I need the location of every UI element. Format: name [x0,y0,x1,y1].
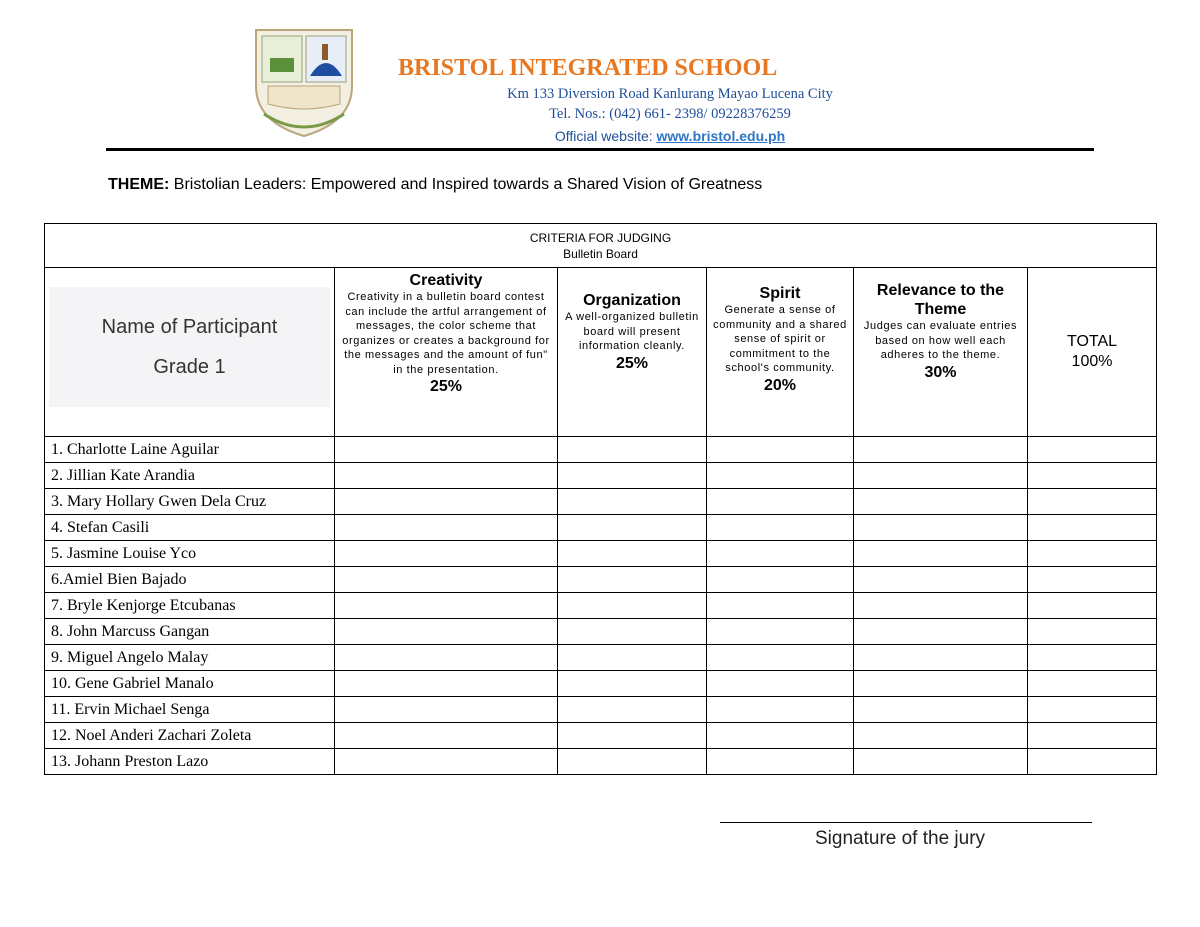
criterion-title: Relevance to the Theme [876,282,1005,318]
participant-name: 11. Ervin Michael Senga [45,697,335,723]
criterion-title: Organization [583,292,681,309]
criterion-creativity [335,268,558,437]
score-organization-cell[interactable] [558,619,707,645]
name-header-cell [45,268,335,437]
score-total-cell[interactable] [1028,749,1157,775]
signature-line [720,822,1092,823]
score-organization-cell[interactable] [558,541,707,567]
score-total-cell[interactable] [1028,723,1157,749]
score-relevance-cell[interactable] [854,437,1028,463]
participant-name: 2. Jillian Kate Arandia [45,463,335,489]
school-telephone: Tel. Nos.: (042) 661- 2398/ 09228376259 [549,106,791,122]
score-creativity-cell[interactable] [335,567,558,593]
score-total-cell[interactable] [1028,671,1157,697]
participant-name: 4. Stefan Casili [45,515,335,541]
score-organization-cell[interactable] [558,749,707,775]
score-relevance-cell[interactable] [854,619,1028,645]
criterion-description: Generate a sense of community and a shared sense of spirit or commitment to the school's community. [713,304,847,374]
participant-name: 7. Bryle Kenjorge Etcubanas [45,593,335,619]
criterion-percent: 25% [429,378,463,395]
score-relevance-cell[interactable] [854,645,1028,671]
criterion-organization [558,268,707,437]
table-row [45,645,1157,671]
score-spirit-cell[interactable] [707,541,854,567]
score-relevance-cell[interactable] [854,463,1028,489]
score-spirit-cell[interactable] [707,489,854,515]
school-address: Km 133 Diversion Road Kanlurang Mayao Lucena City [507,86,833,102]
score-relevance-cell[interactable] [854,723,1028,749]
score-organization-cell[interactable] [558,723,707,749]
name-header-label: Name of Participant [101,316,278,338]
score-spirit-cell[interactable] [707,723,854,749]
total-percent: 100% [1071,353,1113,370]
header-divider [106,148,1094,151]
score-total-cell[interactable] [1028,567,1157,593]
theme-label: THEME: [108,176,170,193]
score-creativity-cell[interactable] [335,749,558,775]
score-creativity-cell[interactable] [335,671,558,697]
score-relevance-cell[interactable] [854,489,1028,515]
score-relevance-cell[interactable] [854,697,1028,723]
website-label: Official website: [554,128,657,144]
criterion-title: Spirit [759,285,801,302]
school-logo [250,24,358,140]
table-row [45,515,1157,541]
score-organization-cell[interactable] [558,489,707,515]
table-row [45,567,1157,593]
score-total-cell[interactable] [1028,645,1157,671]
score-relevance-cell[interactable] [854,567,1028,593]
signature-label: Signature of the jury [815,828,986,849]
score-spirit-cell[interactable] [707,463,854,489]
score-relevance-cell[interactable] [854,749,1028,775]
score-spirit-cell[interactable] [707,619,854,645]
score-spirit-cell[interactable] [707,437,854,463]
criterion-percent: 30% [924,363,957,381]
table-row [45,463,1157,489]
website-link[interactable]: www.bristol.edu.ph [656,128,786,144]
table-row [45,437,1157,463]
participant-name: 6.Amiel Bien Bajado [45,567,335,593]
score-spirit-cell[interactable] [707,515,854,541]
score-creativity-cell[interactable] [335,437,558,463]
criterion-relevance [854,268,1028,437]
score-spirit-cell[interactable] [707,567,854,593]
score-organization-cell[interactable] [558,515,707,541]
school-name: BRISTOL INTEGRATED SCHOOL [398,55,778,81]
score-creativity-cell[interactable] [335,515,558,541]
criterion-description: Creativity in a bulletin board contest can include the artful arrangement of messages, the color scheme that organizes or creates a background for the messages and the amount of fun" in the presentation. [342,291,550,376]
participant-name: 3. Mary Hollary Gwen Dela Cruz [45,489,335,515]
score-organization-cell[interactable] [558,567,707,593]
score-total-cell[interactable] [1028,697,1157,723]
total-label: TOTAL [1066,333,1118,350]
table-row [45,593,1157,619]
score-total-cell[interactable] [1028,619,1157,645]
score-creativity-cell[interactable] [335,619,558,645]
participant-name: 12. Noel Anderi Zachari Zoleta [45,723,335,749]
score-total-cell[interactable] [1028,489,1157,515]
score-organization-cell[interactable] [558,645,707,671]
participant-name: 13. Johann Preston Lazo [45,749,335,775]
criterion-percent: 25% [615,354,649,372]
participant-name: 1. Charlotte Laine Aguilar [45,437,335,463]
criterion-title: Creativity [409,272,483,289]
criterion-percent: 20% [763,376,797,394]
table-row [45,489,1157,515]
total-header-cell [1028,268,1157,437]
table-row [45,697,1157,723]
score-spirit-cell[interactable] [707,645,854,671]
score-creativity-cell[interactable] [335,541,558,567]
score-total-cell[interactable] [1028,593,1157,619]
score-total-cell[interactable] [1028,541,1157,567]
score-total-cell[interactable] [1028,463,1157,489]
participant-name: 5. Jasmine Louise Yco [45,541,335,567]
score-spirit-cell[interactable] [707,593,854,619]
theme-text: Bristolian Leaders: Empowered and Inspired towards a Shared Vision of Greatness [173,176,763,193]
score-creativity-cell[interactable] [335,463,558,489]
table-row [45,619,1157,645]
score-total-cell[interactable] [1028,437,1157,463]
table-row [45,749,1157,775]
participant-name: 10. Gene Gabriel Manalo [45,671,335,697]
participant-name: 8. John Marcuss Gangan [45,619,335,645]
score-organization-cell[interactable] [558,437,707,463]
grade-label: Grade 1 [153,356,226,378]
score-spirit-cell[interactable] [707,671,854,697]
score-creativity-cell[interactable] [335,697,558,723]
score-creativity-cell[interactable] [335,723,558,749]
score-spirit-cell[interactable] [707,749,854,775]
criteria-heading [45,224,1157,268]
theme-line [108,176,762,194]
criterion-spirit [707,268,854,437]
score-organization-cell[interactable] [558,671,707,697]
criterion-description: Judges can evaluate entries based on how well each adheres to the theme. [863,320,1018,361]
score-relevance-cell[interactable] [854,593,1028,619]
criteria-heading-title: CRITERIA FOR JUDGING [529,230,672,245]
participant-name: 9. Miguel Angelo Malay [45,645,335,671]
score-organization-cell[interactable] [558,463,707,489]
score-creativity-cell[interactable] [335,645,558,671]
criterion-description: A well-organized bulletin board will present information cleanly. [565,311,699,352]
score-organization-cell[interactable] [558,593,707,619]
criteria-heading-subtitle: Bulletin Board [563,246,638,261]
score-creativity-cell[interactable] [335,593,558,619]
table-row [45,541,1157,567]
score-total-cell[interactable] [1028,515,1157,541]
score-organization-cell[interactable] [558,697,707,723]
score-relevance-cell[interactable] [854,515,1028,541]
score-relevance-cell[interactable] [854,541,1028,567]
school-website [380,128,960,144]
score-spirit-cell[interactable] [707,697,854,723]
table-row [45,671,1157,697]
judging-table [44,223,1157,775]
score-creativity-cell[interactable] [335,489,558,515]
table-row [45,723,1157,749]
score-relevance-cell[interactable] [854,671,1028,697]
